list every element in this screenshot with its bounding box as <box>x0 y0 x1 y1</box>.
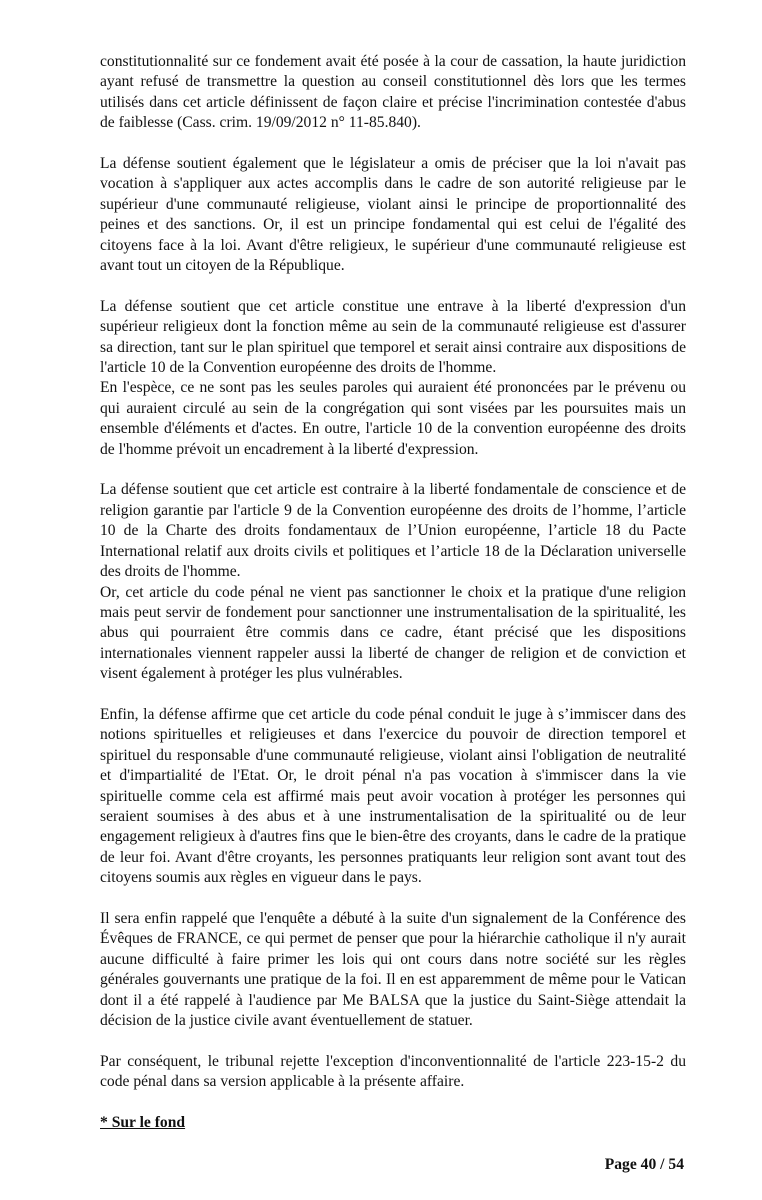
paragraph-proportionnalite: La défense soutient également que le législateur a omis de préciser que la loi n'avait pas vocation à s'appliquer aux actes accomplis dans le cadre de son autorité religieuse par le supérieur d'une communauté religieuse, violant ainsi le principe de proportionnalité des peines et des sanctions. Or, il est un principe fondamental qui est celui de l'égalité des citoyens face à la loi. Avant d'être religieux, le supérieur d'une communauté religieuse est avant tout un citoyen de la République. <box>100 155 686 275</box>
paragraph-code-penal-religion: Or, cet article du code pénal ne vient pas sanctionner le choix et la pratique d'une religion mais peut servir de fondement pour sanctionner une instrumentalisation de la spiritualité, les abus qui pourraient être commis dans ce cadre, étant précisé que les dispositions internationales viennent rappeler aussi la liberté de changer de religion et de conviction et visent également à protéger les plus vulnérables. <box>100 583 686 683</box>
paragraph-conclusion: Par conséquent, le tribunal rejette l'exception d'inconventionnalité de l'article 223-15-2 du code pénal dans sa version applicable à la présente affaire. <box>100 1052 686 1091</box>
paragraph-en-espece: En l'espèce, ce ne sont pas les seules paroles qui auraient été prononcées par le prévenu ou qui auraient circulé au sein de la congrégation qui sont visées par les poursuites mais un ensemble d'éléments et d'actes. En outre, l'article 10 de la convention européenne des droits de l'homme prévoit un encadrement à la liberté d'expression. <box>100 379 686 458</box>
paragraph-liberte-expression: La défense soutient que cet article constitue une entrave à la liberté d'expression d'un supérieur religieux dont la fonction même au sein de la communauté religieuse est d'assurer sa direction, tant sur le plan spirituel que temporel et serait ainsi contraire aux dispositions de l'article 10 de la Convention européenne des droits de l'homme. <box>100 297 686 377</box>
paragraph-liberte-conscience: La défense soutient que cet article est contraire à la liberté fondamentale de conscience et de religion garantie par l'article 9 de la Convention européenne des droits de l’homme, l’article 10 de la Charte des droits fondamentaux de l’Union européenne, l’article 18 du Pacte International relatif aux droits civils et politiques et l’article 18 de la Déclaration universelle des droits de l'homme. <box>100 481 686 581</box>
document-page <box>100 52 686 1133</box>
page-number: Page 40 / 54 <box>604 1156 684 1173</box>
paragraph-neutralite-etat: Enfin, la défense affirme que cet article du code pénal conduit le juge à s’immiscer dans des notions spirituelles et religieuses et dans l'exercice du pouvoir de direction temporel et spirituel du responsable d'une communauté religieuse, violant ainsi l'obligation de neutralité et d'impartialité de l'Etat. Or, le droit pénal n'a pas vocation à s'immiscer dans la vie spirituelle comme cela est affirmé mais peut avoir vocation à protéger les personnes qui seraient soumises à des abus et à une instrumentalisation de la spiritualité ou de leur engagement religieux à d'autres fins que le bien-être des croyants, dans le cadre de la pratique de leur foi. Avant d'être croyants, les personnes pratiquants leur religion sont avant tout des citoyens soumis aux règles en vigueur dans le pays. <box>100 705 686 887</box>
section-heading: * Sur le fond <box>100 1114 186 1132</box>
paragraph-conference-eveques: Il sera enfin rappelé que l'enquête a débuté à la suite d'un signalement de la Conférence des Évêques de FRANCE, ce qui permet de penser que pour la hiérarchie catholique il n'y aurait aucune difficulté à faire primer les lois qui ont cours dans notre société sur les règles générales gouvernants une pratique de la foi. Il en est apparemment de même pour le Vatican dont il a été rappelé à l'audience par Me BALSA que la justice du Saint-Siège attendait la décision de la justice civile avant éventuellement de statuer. <box>100 909 686 1030</box>
paragraph-cassation: constitutionnalité sur ce fondement avait été posée à la cour de cassation, la haute juridiction ayant refusé de transmettre la question au conseil constitutionnel dès lors que les termes utilisés dans cet article définissent de façon claire et précise l'incrimination contestée d'abus de faiblesse (Cass. crim. 19/09/2012 n° 11-85.840). <box>100 53 686 132</box>
